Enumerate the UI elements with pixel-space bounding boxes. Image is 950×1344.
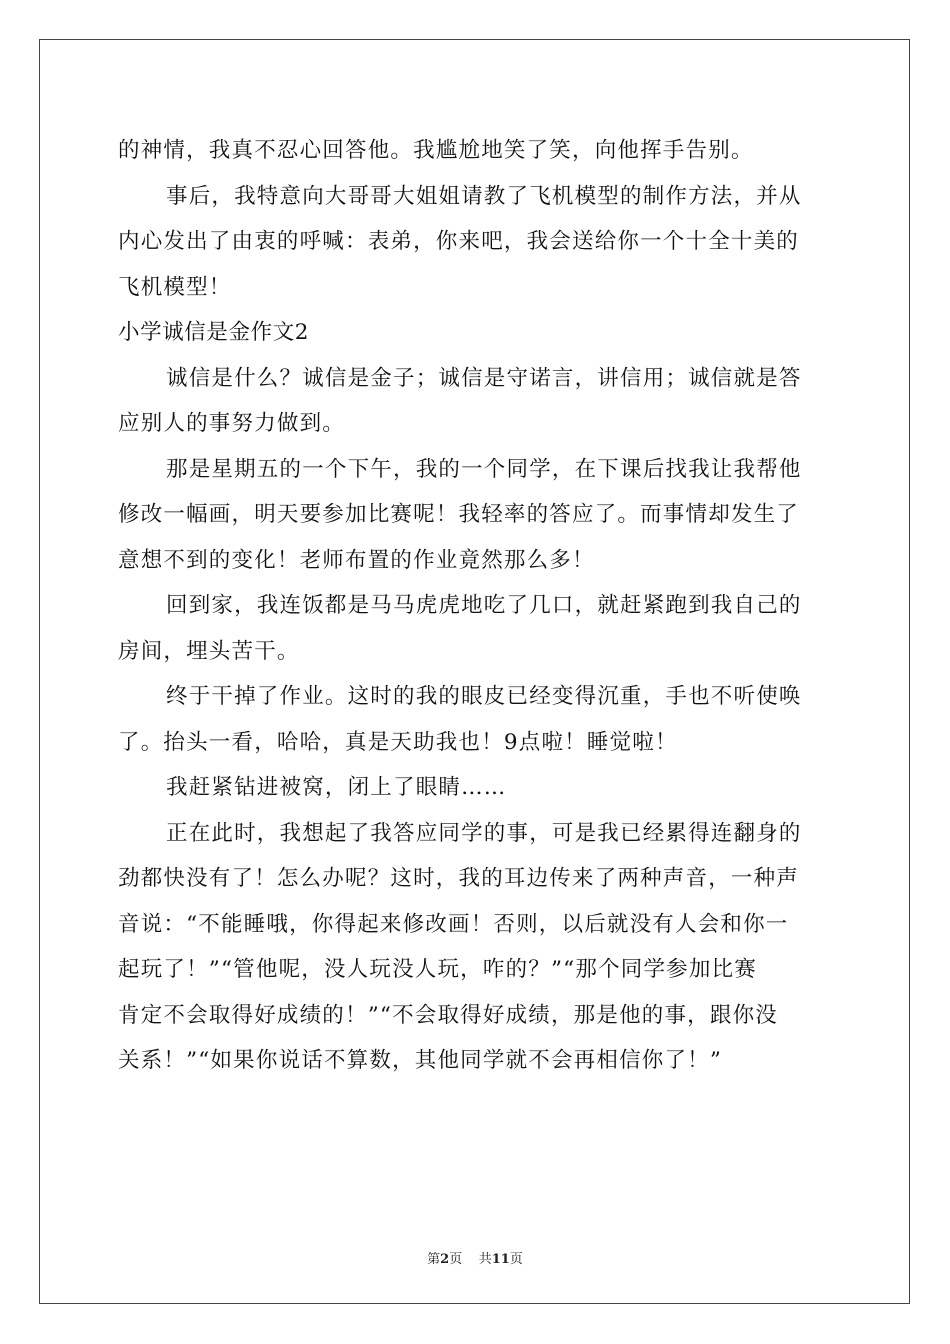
text-line: 那是星期五的一个下午，我的一个同学，在下课后找我让我帮他 — [166, 456, 802, 482]
text-line: 飞机模型！ — [118, 274, 232, 300]
text-line: 回到家，我连饭都是马马虎虎地吃了几口，就赶紧跑到我自己的 — [166, 593, 802, 618]
current-page-number: 2 — [440, 1252, 450, 1267]
text-line: 房间，埋头苦干。 — [118, 638, 300, 664]
text-line: 修改一幅画，明天要参加比赛呢！我轻率的答应了。而事情却发生了 — [118, 502, 800, 527]
text-line: 应别人的事努力做到。 — [118, 411, 346, 436]
text-line: 肯定不会取得好成绩的！”“不会取得好成绩，那是他的事，跟你没 — [118, 1002, 778, 1028]
text-line: 音说：“不能睡哦，你得起来修改画！否则，以后就没有人会和你一 — [118, 911, 789, 937]
section-heading: 小学诚信是金作文2 — [118, 320, 310, 345]
document-body — [118, 128, 838, 1084]
page-label-prefix: 第 — [427, 1252, 441, 1267]
text-line: 我赶紧钻进被窝，闭上了眼睛…… — [166, 775, 507, 800]
text-line: 意想不到的变化！老师布置的作业竟然那么多！ — [118, 547, 595, 573]
page-label-suffix: 页 — [449, 1252, 463, 1267]
page-footer — [0, 1248, 950, 1267]
text-line: 起玩了！”“管他呢，没人玩没人玩，咋的？”“那个同学参加比赛 — [118, 957, 757, 982]
text-line: 诚信是什么？诚信是金子；诚信是守诺言，讲信用；诚信就是答 — [166, 365, 802, 391]
total-pages-number: 11 — [491, 1252, 510, 1267]
text-line: 正在此时，我想起了我答应同学的事，可是我已经累得连翻身的 — [166, 820, 802, 846]
text-line: 内心发出了由衷的呼喊：表弟，你来吧，我会送给你一个十全十美的 — [118, 229, 800, 254]
text-line: 终于干掉了作业。这时的我的眼皮已经变得沉重，手也不听使唤 — [166, 684, 802, 709]
text-line: 关系！”“如果你说话不算数，其他同学就不会再相信你了！” — [118, 1048, 723, 1073]
text-line: 事后，我特意向大哥哥大姐姐请教了飞机模型的制作方法，并从 — [166, 183, 802, 209]
total-label-suffix: 页 — [509, 1252, 523, 1267]
text-line: 劲都快没有了！怎么办呢？这时，我的耳边传来了两种声音，一种声 — [118, 866, 800, 891]
text-line: 了。抬头一看，哈哈，真是天助我也！9点啦！睡觉啦！ — [118, 729, 678, 755]
text-line: 的神情，我真不忍心回答他。我尴尬地笑了笑，向他挥手告别。 — [118, 138, 754, 163]
total-label-prefix: 共 — [478, 1252, 492, 1267]
